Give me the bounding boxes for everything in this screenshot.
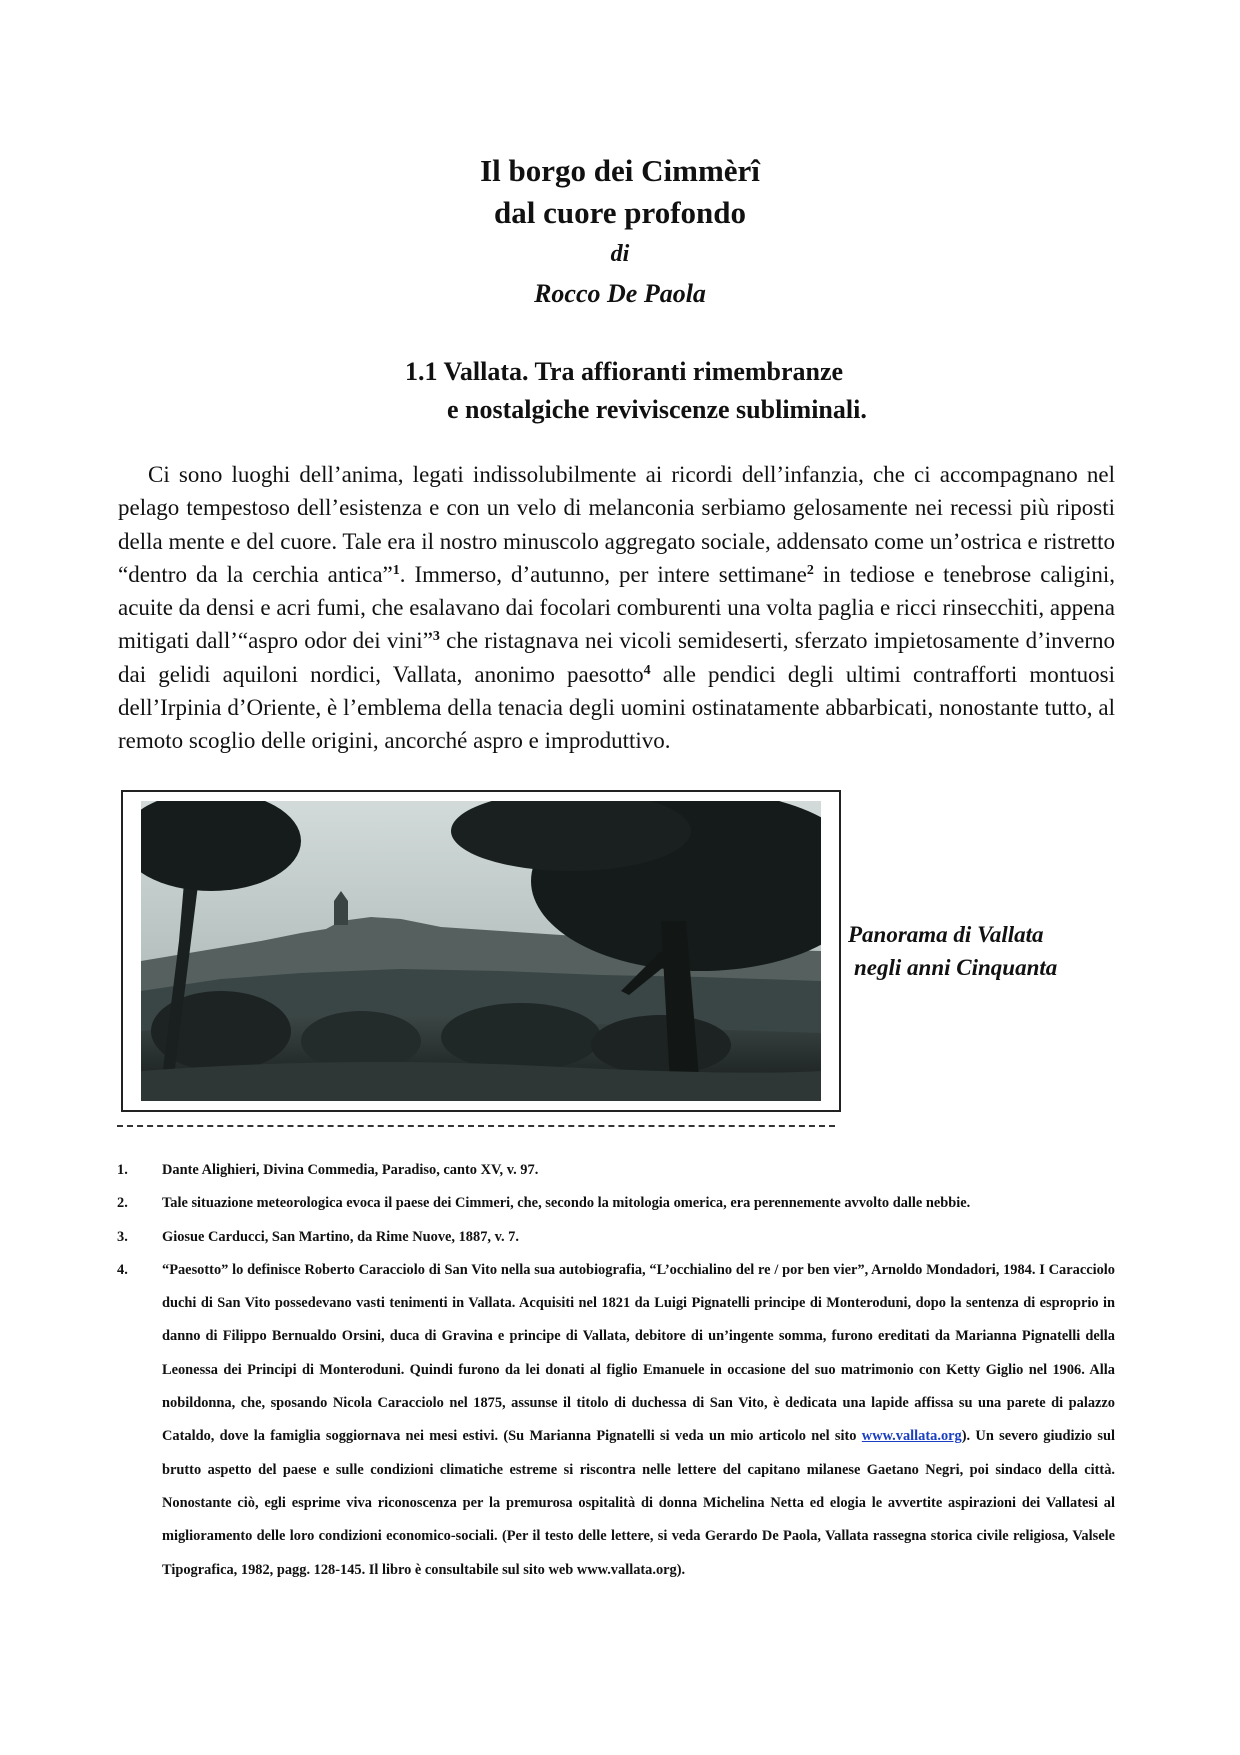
footnote-text: Giosue Carducci, San Martino, da Rime Nuove, 1887, v. 7. [162,1228,519,1245]
footnote-text-part-1: “Paesotto” lo definisce Roberto Caracciolo di San Vito nella sua autobiografia, “L’occhialino del re / por ben vier”, Arnoldo Mondadori, 1984. I Caracciolo duchi di San Vito possedevano vasti tenimenti in Vallata. Acquisiti nel 1821 da Luigi Pignatelli principe di Monteroduni, dopo la sentenza di esproprio in danno di Filippo Bernualdo Orsini, duca di Gravina e principe di Vallata, debitore di un’ingente somma, furono ereditati da Marianna Pignatelli della Leonessa dei Principi di Monteroduni. Quindi furono da lei donati al figlio Emanuele in occasione del suo matrimonio con Ketty Giglio nel 1906. Alla nobildonna, che, sposando Nicola Caracciolo nel 1875, assunse il titolo di duchessa di San Vito, è dedicata una lapide affissa su una parete di palazzo Cataldo, dove la famiglia soggiornava nei mesi estivi. (Su Marianna Pignatelli si veda un mio articolo nel sito [162,1261,1115,1445]
body-text-segment: che ristagnava nei vicoli semideserti, sferzato impietosamente d’inverno dai gelidi aquiloni nordici, Vallata, anonimo paesotto [118,628,1115,687]
footnote-ref-1[interactable]: 1 [392,562,400,578]
footnote-3 [117,1221,1115,1254]
body-text-segment: in tediose e tenebrose caligini, acuite da densi e acri fumi, che esalavano dai focolari comburenti una volta paglia e ricci rinsecchiti, appena mitigati dall’“aspro odor dei vini” [118,561,1115,654]
footnote-2 [117,1187,1115,1220]
photo-caption [848,918,1057,984]
footnote-number: 2. [117,1195,128,1212]
footnote-number: 3. [117,1228,128,1245]
footnote-number: 1. [117,1162,128,1178]
body-text-segment: alle pendici degli ultimi contrafforti montuosi dell’Irpinia d’Oriente, è l’emblema della tenacia degli uomini ostinatamente abbarbicati, nonostante tutto, al remoto scoglio delle origini, ancorché aspro e improduttivo. [118,661,1115,754]
vallata-panorama-photo [141,801,821,1101]
author-name: Rocco De Paola [534,279,706,308]
footnote-text: Tale situazione meteorologica evoca il paese dei Cimmeri, che, secondo la mitologia omerica, era perennemente avvolto dalle nebbie. [162,1195,971,1212]
body-text-segment: Ci sono luoghi dell’anima, legati indissolubilmente ai ricordi dell’infanzia, che ci accompagnano nel pelago tempestoso dell’esistenza e con un velo di melanconia serbiamo gelosamente nei recessi più riposti della mente e del cuore. Tale era il nostro minuscolo aggregato sociale, addensato come un’ostrica e ristretto “dentro da la cerchia antica” [118,462,1115,587]
caption-line-2: negli anni Cinquanta [854,955,1058,980]
title-block [0,150,1240,314]
footnote-ref-4[interactable]: 4 [643,662,651,678]
document-title-line-2: dal cuore profondo [493,195,747,230]
footnote-text: Dante Alighieri, Divina Commedia, Paradiso, canto XV, v. 97. [162,1162,539,1178]
photo-frame [121,790,841,1112]
body-text-segment: . Immerso, d’autunno, per intere settimane [399,561,807,587]
footnote-ref-3[interactable]: 3 [432,629,440,645]
vallata-website-link[interactable]: www.vallata.org [861,1428,962,1445]
footnote-1 [117,1154,1115,1187]
footnote-list [117,1154,1115,1587]
caption-line-1: Panorama di Vallata [848,922,1044,947]
footnote-ref-2[interactable]: 2 [806,562,814,578]
footnote-text-part-2: ). Un severo giudizio sul brutto aspetto del paese e sulle condizioni climatiche estreme si riscontra nelle lettere del capitano milanese Gaetano Negri, poi sindaco della città. Nonostante ciò, egli esprime viva riconoscenza per la premurosa ospitalità di donna Michelina Netta ed elogia le avvertite aspirazioni dei Vallatesi al miglioramento delle loro condizioni economico-sociali. (Per il testo delle lettere, si veda Gerardo De Paola, Vallata rassegna storica civile religiosa, Valsele Tipografica, 1982, pagg. 128-145. Il libro è consultabile sul sito web www.vallata.org). [162,1428,1115,1578]
footnote-number: 4. [117,1261,128,1278]
body-paragraph [118,458,1115,758]
panorama-illustration [141,801,821,1101]
footnote-separator [117,1125,835,1127]
footnote-4 [117,1254,1115,1587]
document-title-line-1: Il borgo dei Cimmèrî [480,153,760,188]
byline-di: di [610,241,630,267]
section-heading [405,353,867,429]
section-heading-line-1: 1.1 Vallata. Tra affioranti rimembranze [405,357,844,386]
section-heading-line-2: e nostalgiche reviviscenze subliminali. [447,395,867,424]
